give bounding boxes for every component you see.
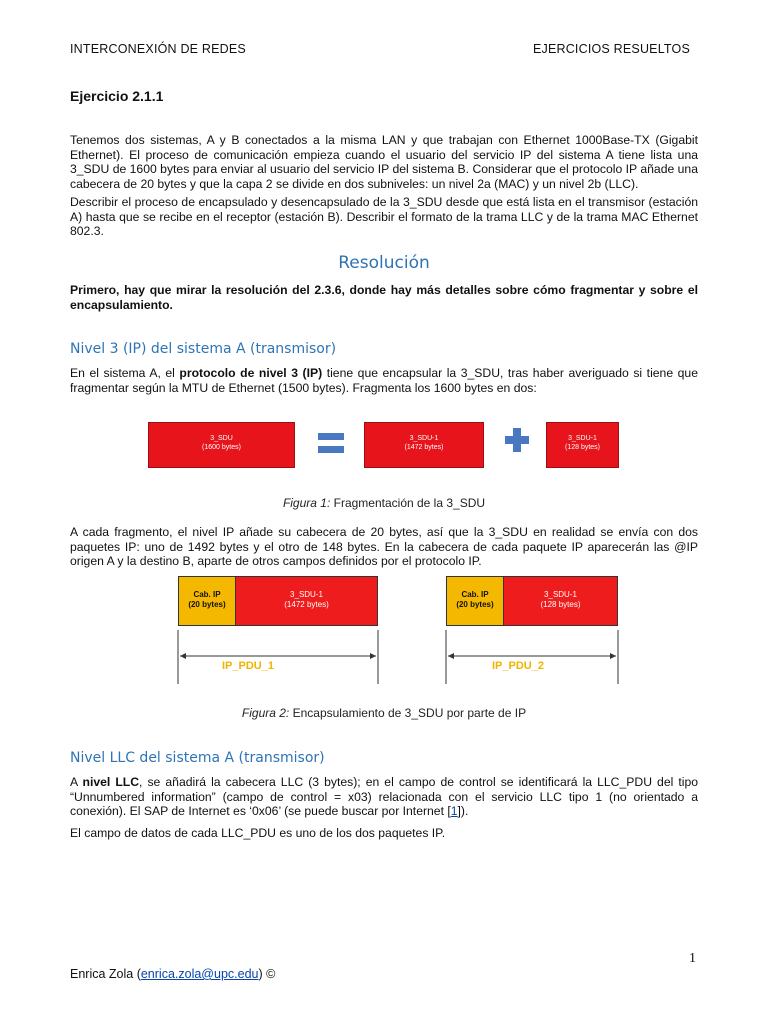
- llc-data-paragraph: El campo de datos de cada LLC_PDU es uno de los dos paquetes IP.: [70, 826, 446, 840]
- running-header-right: EJERCICIOS RESUELTOS: [532, 42, 690, 56]
- ip-pdu-2-bracket: [438, 626, 630, 686]
- statement-paragraph-2: Describir el proceso de encapsulado y desencapsulado de la 3_SDU desde que está lista en el transmisor (estación A) hasta que se recibe en el receptor (estación B). Describir el formato de la trama LLC y de la trama MAC Ethernet 802.3.: [70, 195, 698, 238]
- section-heading-ip: Nivel 3 (IP) del sistema A (transmisor): [70, 341, 337, 357]
- section-llc-paragraph: A nivel LLC, se añadirá la cabecera LLC (3 bytes); en el campo de control se identificará la LLC_PDU del tipo “Unnumbered information” (campo de control = x03) relacionada con el servicio LLC tipo 1 (no orientado a conexión). El SAP de Internet es ‘0x06’ (se puede buscar por Internet [1]).: [70, 775, 699, 818]
- equals-icon-bottom: [318, 446, 344, 453]
- section-heading-llc: Nivel LLC del sistema A (transmisor): [70, 750, 325, 766]
- ip-header-box-1: Cab. IP (20 bytes): [178, 576, 236, 626]
- exercise-title: Ejercicio 2.1.1: [70, 88, 164, 104]
- equals-icon-top: [318, 433, 344, 440]
- statement-paragraph-1: Tenemos dos sistemas, A y B conectados a la misma LAN y que trabajan con Ethernet 1000Base-TX (Gigabit Ethernet). El proceso de comunicación empieza cuando el usuario del servicio IP del sistema A tiene lista una 3_SDU de 1600 bytes para enviar al usuario del servicio IP del sistema B. Considerar que el protocolo IP añade una cabecera de 20 bytes y que la capa 2 se divide en dos subniveles: un nivel 2a (MAC) y un nivel 2b (LLC).: [70, 133, 698, 191]
- figure-1-caption: Figura 1: Fragmentación de la 3_SDU: [282, 496, 486, 510]
- author-email-link[interactable]: enrica.zola@upc.edu: [140, 967, 259, 981]
- ip-header-box-2: Cab. IP (20 bytes): [446, 576, 504, 626]
- page-number: 1: [689, 951, 696, 966]
- fragment-1-box: 3_SDU-1 (1472 bytes): [364, 422, 484, 468]
- intro-bold-paragraph: Primero, hay que mirar la resolución del 2.3.6, donde hay más detalles sobre cómo fragmentar y sobre el encapsulamiento.: [70, 283, 698, 312]
- ip-pdu-2-label: IP_PDU_2: [492, 660, 544, 672]
- section-ip-paragraph: En el sistema A, el protocolo de nivel 3 (IP) tiene que encapsular la 3_SDU, tras haber averiguado si tiene que fragmentar según la MTU de Ethernet (1500 bytes). Fragmenta los 1600 bytes en dos:: [70, 366, 698, 395]
- reference-link[interactable]: 1: [450, 804, 458, 818]
- fragment-2-box: 3_SDU-1 (128 bytes): [546, 422, 619, 468]
- running-header-left: INTERCONEXIÓN DE REDES: [70, 42, 246, 56]
- ip-encapsulation-paragraph: A cada fragmento, el nivel IP añade su cabecera de 20 bytes, así que la 3_SDU en realidad se envía con dos paquetes IP: uno de 1492 bytes y el otro de 148 bytes. En la cabecera de cada paquete IP aparecerán las @IP origen A y la destino B, aparte de otros campos definidos por el protocolo IP.: [70, 525, 698, 568]
- ip-pdu-1-bracket: [170, 626, 390, 686]
- ip-data-box-1: 3_SDU-1 (1472 bytes): [235, 576, 378, 626]
- resolution-heading: Resolución: [338, 253, 430, 273]
- ip-data-box-2: 3_SDU-1 (128 bytes): [503, 576, 618, 626]
- footer-author: Enrica Zola (enrica.zola@upc.edu) ©: [70, 967, 276, 981]
- figure-2-caption: Figura 2: Encapsulamiento de 3_SDU por parte de IP: [241, 706, 527, 720]
- ip-pdu-1-label: IP_PDU_1: [222, 660, 274, 672]
- plus-icon-vertical: [513, 428, 521, 452]
- sdu-box: 3_SDU (1600 bytes): [148, 422, 295, 468]
